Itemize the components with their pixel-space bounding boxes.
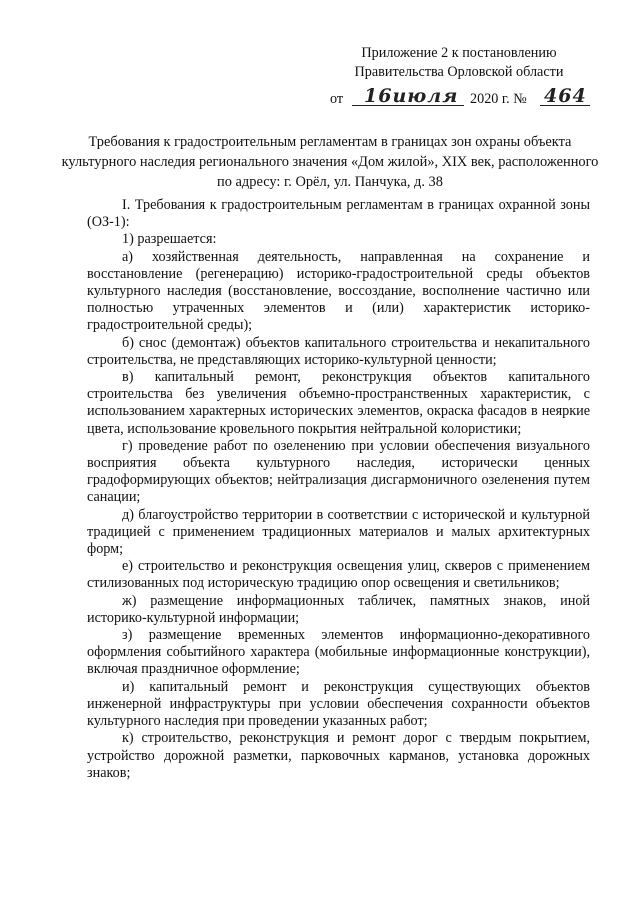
list-item: а) хозяйственная деятельность, направленная на сохранение и восстановление (регенерацию) историко-градостроительной среды объектов культурного наследия (восстановление, воссоздание, восполнение частично или полностью утраченных элементов и (или) характеристик историко-градостроительной среды);	[87, 248, 590, 334]
appendix-line-1: Приложение 2 к постановлению	[361, 45, 557, 61]
handwritten-number: 464	[544, 85, 587, 107]
appendix-date-line	[330, 85, 592, 110]
list-item: г) проведение работ по озеленению при условии обеспечения визуального восприятия объекта культурного наследия, исторически ценных градоформирующих объектов; нейтрализация дисгармоничного озеленения путем санации;	[87, 437, 590, 506]
from-label: от	[330, 91, 344, 107]
appendix-line-2: Правительства Орловской области	[354, 64, 564, 80]
year-label: 2020 г. №	[470, 91, 527, 107]
document-title: Требования к градостроительным регламентам в границах зон охраны объекта культурного наследия регионального значения «Дом жилой», XIX век, расположенного по адресу: г. Орёл, ул. Панчука, д. 38	[61, 134, 599, 190]
list-item: в) капитальный ремонт, реконструкция объектов капитального строительства без увеличения объемно-пространственных характеристик, с использованием характерных исторических элементов, окраска фасадов в неяркие цвета, использование кровельного покрытия нейтральной колористики;	[87, 369, 590, 437]
list-item: з) размещение временных элементов информационно-декоративного оформления событийного характера (мобильные информационные конструкции), включая праздничное оформление;	[87, 627, 590, 678]
list-item: к) строительство, реконструкция и ремонт дорог с твердым покрытием, устройство дорожной разметки, парковочных карманов, установка дорожных знаков;	[87, 730, 590, 781]
handwritten-date: 16июля	[364, 85, 459, 107]
list-item: и) капитальный ремонт и реконструкция существующих объектов инженерной инфраструктуры при условии обеспечения сохранности объектов культурного наследия при проведении указанных работ;	[87, 678, 590, 730]
section-heading: I. Требования к градостроительным регламентам в границах охранной зоны (ОЗ-1):	[87, 197, 590, 231]
list-item: е) строительство и реконструкция освещения улиц, скверов с применением стилизованных под историческую традицию опор освещения и светильников;	[87, 558, 590, 592]
list-item: б) снос (демонтаж) объектов капитального строительства и некапитального строительства, не представляющих историко-культурной ценности;	[87, 334, 590, 368]
list-item: д) благоустройство территории в соответствии с исторической и культурной традицией с применением традиционных материалов и малых архитектурных форм;	[87, 506, 590, 558]
document-body	[87, 197, 590, 782]
subsection-heading: 1) разрешается:	[122, 231, 217, 248]
list-item: ж) размещение информационных табличек, памятных знаков, иной историко-культурной информации;	[87, 592, 590, 626]
